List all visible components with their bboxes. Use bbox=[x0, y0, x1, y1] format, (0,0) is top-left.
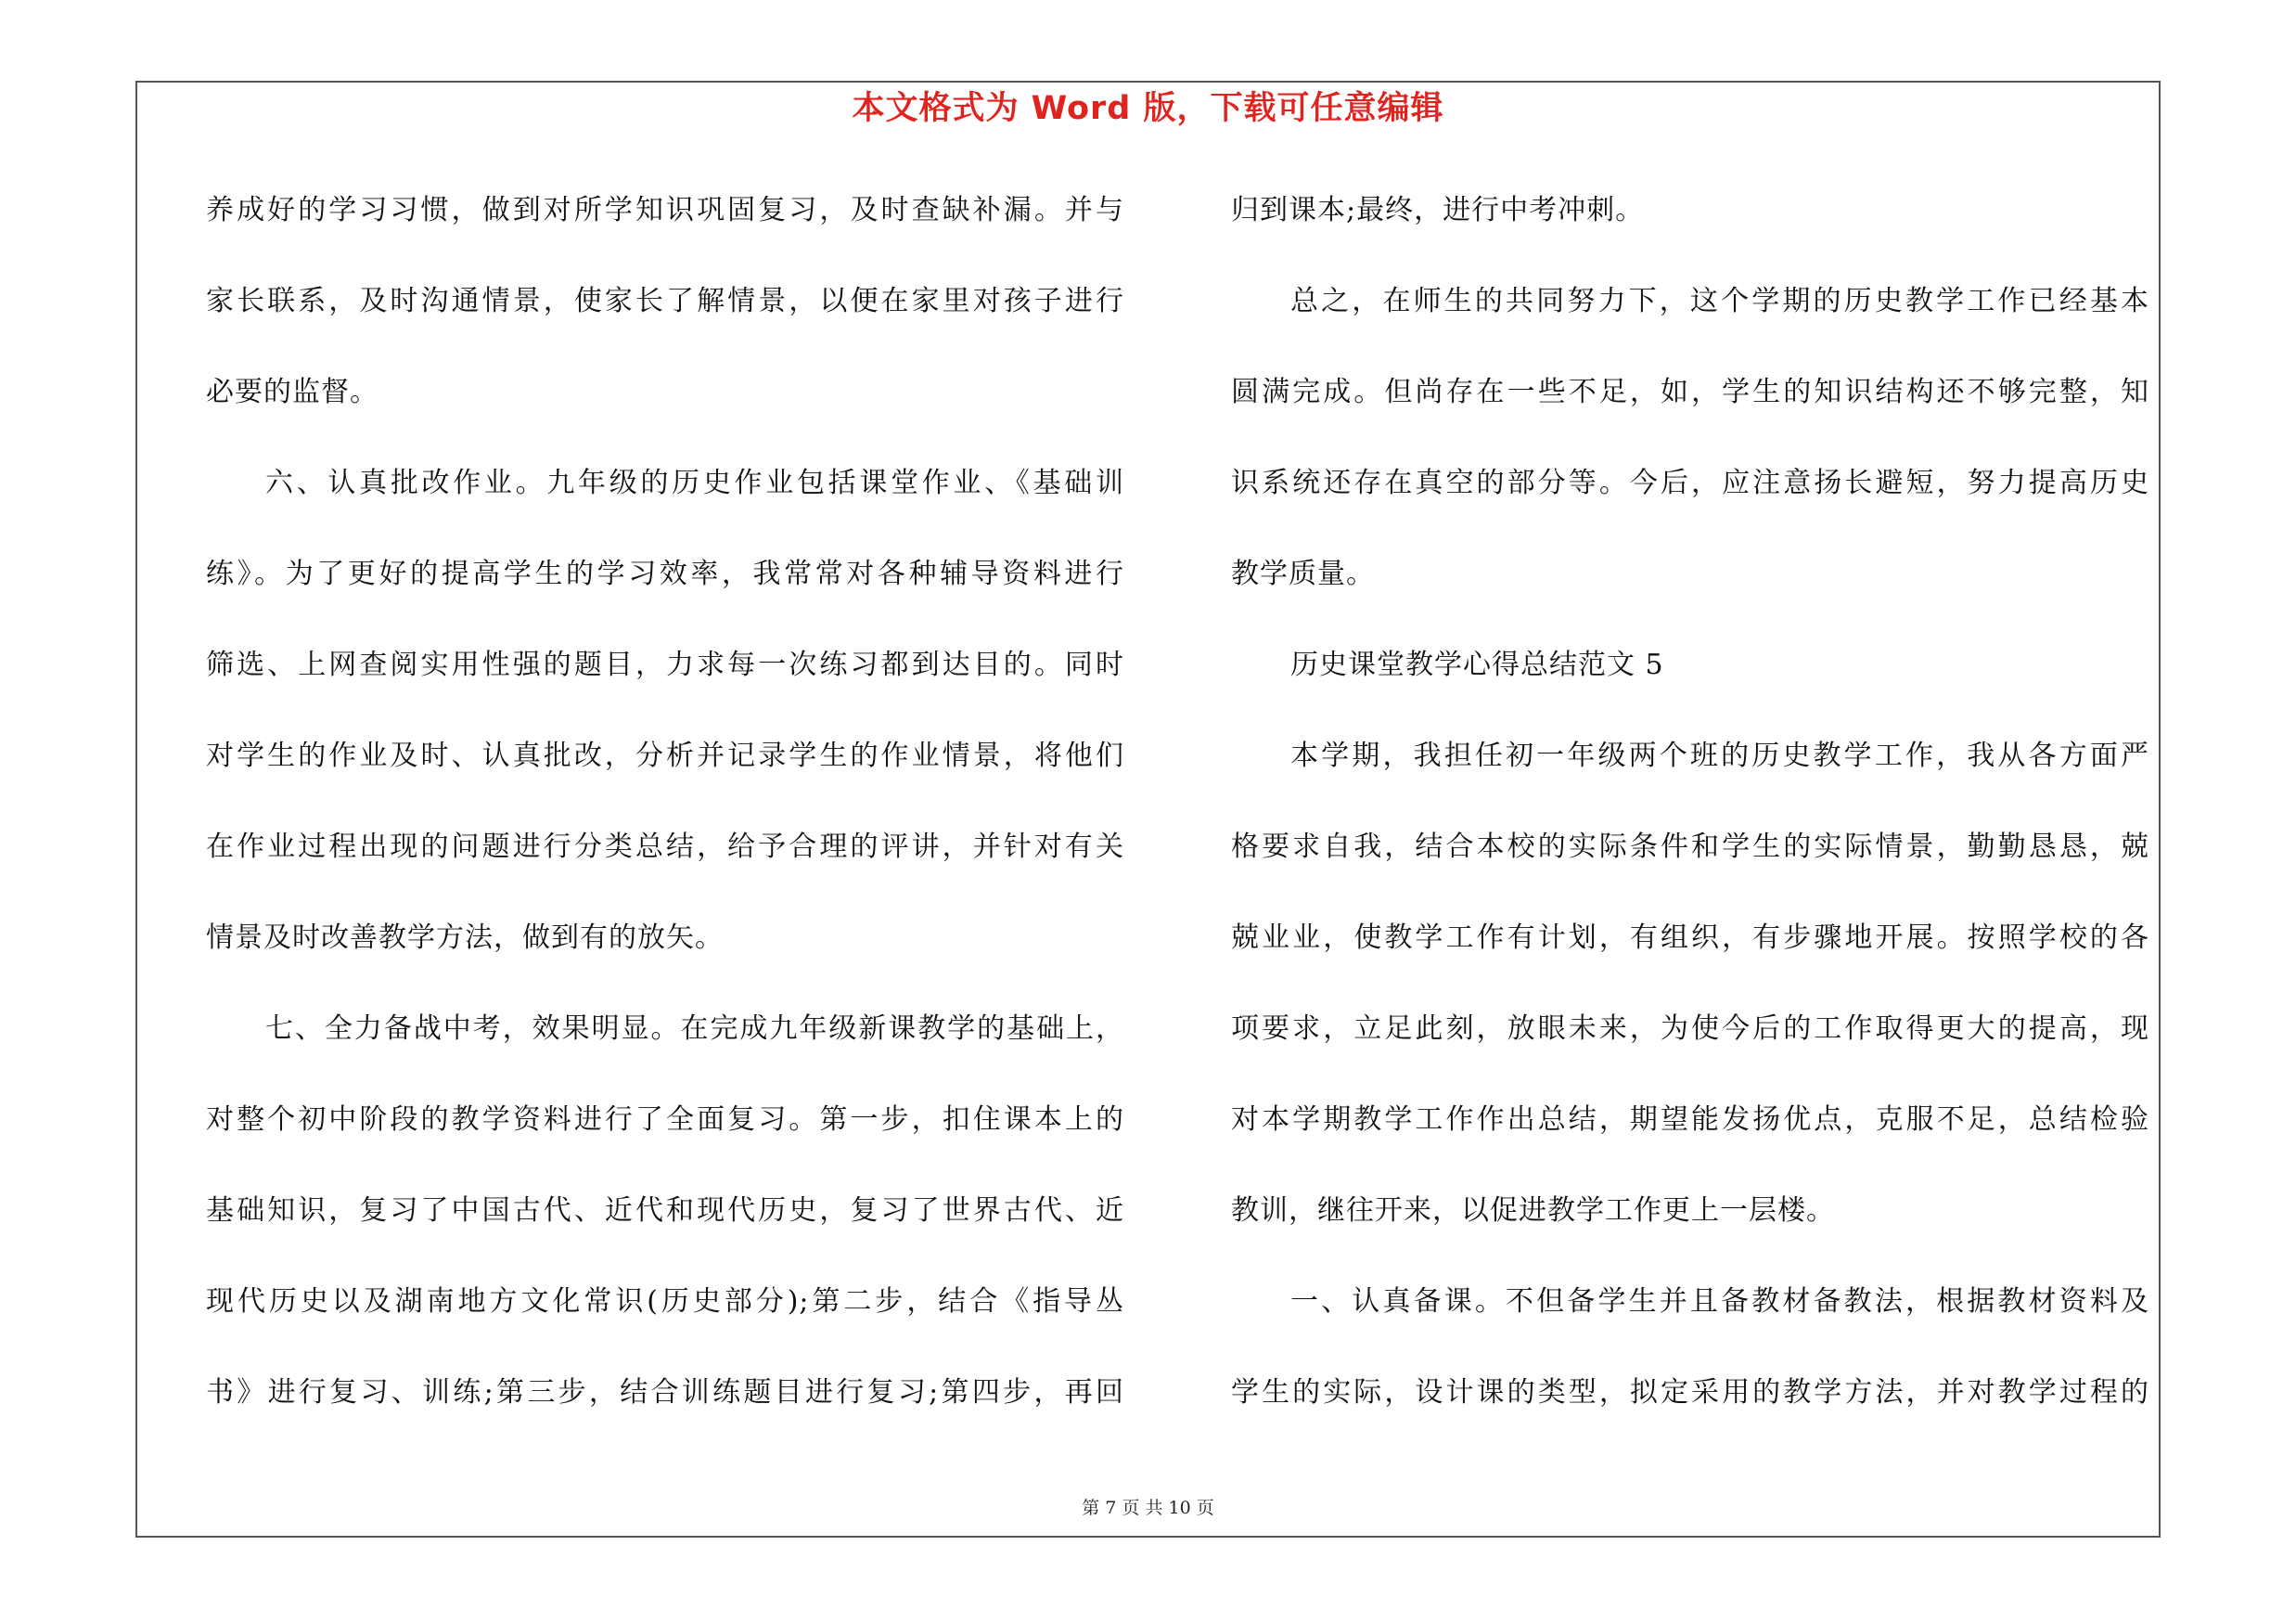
text-line: 格要求自我，结合本校的实际条件和学生的实际情景，勤勤恳恳，兢 bbox=[1231, 831, 2149, 863]
paragraph-start-line: 总之，在师生的共同努力下，这个学期的历史教学工作已经基本 bbox=[1290, 285, 2149, 317]
text-line: 项要求，立足此刻，放眼未来，为使今后的工作取得更大的提高，现 bbox=[1231, 1012, 2149, 1045]
word-format-banner: 本文格式为 Word 版，下载可任意编辑 bbox=[852, 90, 1444, 127]
text-line: 必要的监督。 bbox=[206, 376, 378, 408]
text-line: 情景及时改善教学方法，做到有的放矢。 bbox=[206, 921, 724, 954]
text-line: 现代历史以及湖南地方文化常识(历史部分);第二步，结合《指导丛 bbox=[206, 1285, 1124, 1318]
text-line: 筛选、上网查阅实用性强的题目，力求每一次练习都到达目的。同时 bbox=[206, 649, 1124, 681]
paragraph-start-line: 本学期，我担任初一年级两个班的历史教学工作，我从各方面严 bbox=[1290, 740, 2149, 772]
text-line: 对整个初中阶段的教学资料进行了全面复习。第一步，扣住课本上的 bbox=[206, 1103, 1124, 1136]
section-heading: 历史课堂教学心得总结范文 5 bbox=[1290, 649, 1664, 681]
text-line: 教学质量。 bbox=[1231, 558, 1375, 590]
text-line: 学生的实际，设计课的类型，拟定采用的教学方法，并对教学过程的 bbox=[1231, 1376, 2149, 1409]
text-line: 兢业业，使教学工作有计划，有组织，有步骤地开展。按照学校的各 bbox=[1231, 921, 2149, 954]
left-text-column bbox=[206, 182, 1124, 1455]
text-line: 识系统还存在真空的部分等。今后，应注意扬长避短，努力提高历史 bbox=[1231, 467, 2149, 499]
paragraph-start-line: 七、全力备战中考，效果明显。在完成九年级新课教学的基础上， bbox=[265, 1012, 1124, 1045]
text-line: 教训，继往开来，以促进教学工作更上一层楼。 bbox=[1231, 1194, 1835, 1227]
paragraph-start-line: 一、认真备课。不但备学生并且备教材备教法，根据教材资料及 bbox=[1290, 1285, 2149, 1318]
paragraph-start-line: 六、认真批改作业。九年级的历史作业包括课堂作业、《基础训 bbox=[265, 467, 1124, 499]
text-line: 家长联系，及时沟通情景，使家长了解情景，以便在家里对孩子进行 bbox=[206, 285, 1124, 317]
text-line: 对本学期教学工作作出总结，期望能发扬优点，克服不足，总结检验 bbox=[1231, 1103, 2149, 1136]
page-number-footer: 第 7 页 共 10 页 bbox=[1082, 1498, 1214, 1518]
text-line: 归到课本;最终，进行中考冲刺。 bbox=[1231, 194, 1645, 226]
text-line: 练》。为了更好的提高学生的学习效率，我常常对各种辅导资料进行 bbox=[206, 558, 1124, 590]
right-text-column bbox=[1231, 182, 2149, 1455]
text-line: 基础知识，复习了中国古代、近代和现代历史，复习了世界古代、近 bbox=[206, 1194, 1124, 1227]
text-line: 在作业过程出现的问题进行分类总结，给予合理的评讲，并针对有关 bbox=[206, 831, 1124, 863]
text-line: 对学生的作业及时、认真批改，分析并记录学生的作业情景，将他们 bbox=[206, 740, 1124, 772]
text-line: 书》进行复习、训练;第三步，结合训练题目进行复习;第四步，再回 bbox=[206, 1376, 1124, 1409]
text-line: 养成好的学习习惯，做到对所学知识巩固复习，及时查缺补漏。并与 bbox=[206, 194, 1124, 226]
text-line: 圆满完成。但尚存在一些不足，如，学生的知识结构还不够完整，知 bbox=[1231, 376, 2149, 408]
